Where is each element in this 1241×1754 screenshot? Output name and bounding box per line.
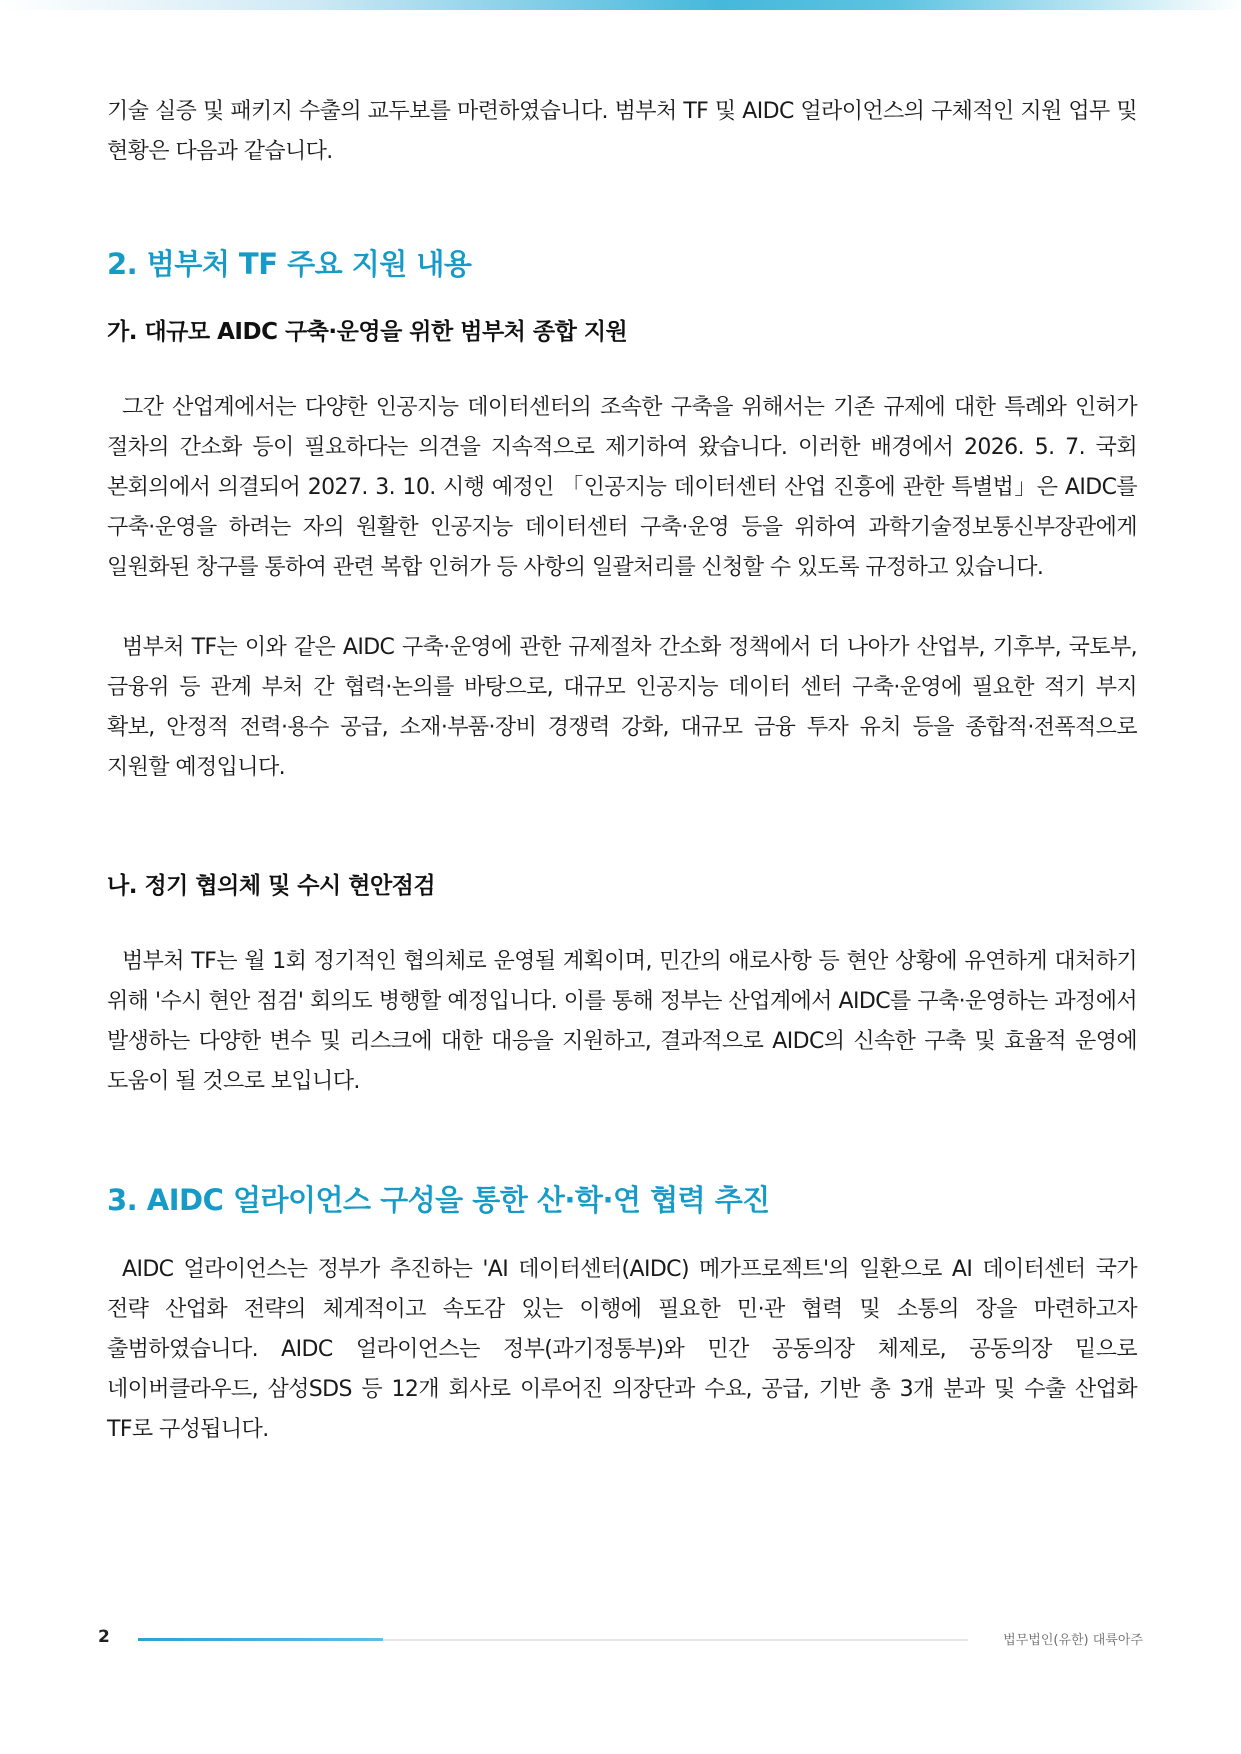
section-3-paragraph-1: AIDC 얼라이언스는 정부가 추진하는 'AI 데이터센터(AIDC) 메가프로젝트'의 일환으로 AI 데이터센터 국가 전략 산업화 전략의 체계적이고 속도감 있는 이행에 필요한 민·관 협력 및 소통의 장을 마련하고자 출범하였습니다. AIDC 얼라이언스는 정부(과기정통부)와 민간 공동의장 체제로, 공동의장 밑으로 네이버클라우드, 삼성SDS 등 12개 회사로 이루어진 의장단과 수요, 공급, 기반 총 3개 분과 및 수출 산업화 TF로 구성됩니다.	[107, 1257, 1137, 1442]
page-number: 2	[98, 1627, 110, 1647]
subsection-b-heading: 나. 정기 협의체 및 수시 현안점검	[107, 873, 436, 899]
intro-paragraph: 기술 실증 및 패키지 수출의 교두보를 마련하였습니다. 범부처 TF 및 AIDC 얼라이언스의 구체적인 지원 업무 및 현황은 다음과 같습니다.	[107, 99, 1137, 164]
page-footer	[0, 1620, 1241, 1660]
subsection-a-heading: 가. 대규모 AIDC 구축·운영을 위한 범부처 종합 지원	[107, 319, 628, 345]
footer-divider-accent	[138, 1638, 383, 1641]
firm-name: 법무법인(유한) 대륙아주	[1003, 1633, 1143, 1648]
section-3-heading: 3. AIDC 얼라이언스 구성을 통한 산·학·연 협력 추진	[107, 1183, 770, 1217]
subsection-a-paragraph-2: 범부처 TF는 이와 같은 AIDC 구축·운영에 관한 규제절차 간소화 정책에서 더 나아가 산업부, 기후부, 국토부, 금융위 등 관계 부처 간 협력·논의를 바탕으로, 대규모 인공지능 데이터 센터 구축·운영에 필요한 적기 부지 확보, 안정적 전력·용수 공급, 소재·부품·장비 경쟁력 강화, 대규모 금융 투자 유치 등을 종합적·전폭적으로 지원할 예정입니다.	[107, 635, 1137, 780]
section-2-heading: 2. 범부처 TF 주요 지원 내용	[107, 247, 472, 281]
document-body	[107, 92, 1137, 1450]
subsection-a-paragraph-1: 그간 산업계에서는 다양한 인공지능 데이터센터의 조속한 구축을 위해서는 기존 규제에 대한 특례와 인허가 절차의 간소화 등이 필요하다는 의견을 지속적으로 제기하여 왔습니다. 이러한 배경에서 2026. 5. 7. 국회 본회의에서 의결되어 2027. 3. 10. 시행 예정인 「인공지능 데이터센터 산업 진흥에 관한 특별법」은 AIDC를 구축·운영을 하려는 자의 원활한 인공지능 데이터센터 구축·운영 등을 위하여 과학기술정보통신부장관에게 일원화된 창구를 통하여 관련 복합 인허가 등 사항의 일괄처리를 신청할 수 있도록 규정하고 있습니다.	[107, 395, 1137, 580]
subsection-b-paragraph-1: 범부처 TF는 월 1회 정기적인 협의체로 운영될 계획이며, 민간의 애로사항 등 현안 상황에 유연하게 대처하기 위해 '수시 현안 점검' 회의도 병행할 예정입니다. 이를 통해 정부는 산업계에서 AIDC를 구축·운영하는 과정에서 발생하는 다양한 변수 및 리스크에 대한 대응을 지원하고, 결과적으로 AIDC의 신속한 구축 및 효율적 운영에 도움이 될 것으로 보입니다.	[107, 949, 1137, 1094]
top-gradient-bar	[0, 0, 1241, 10]
